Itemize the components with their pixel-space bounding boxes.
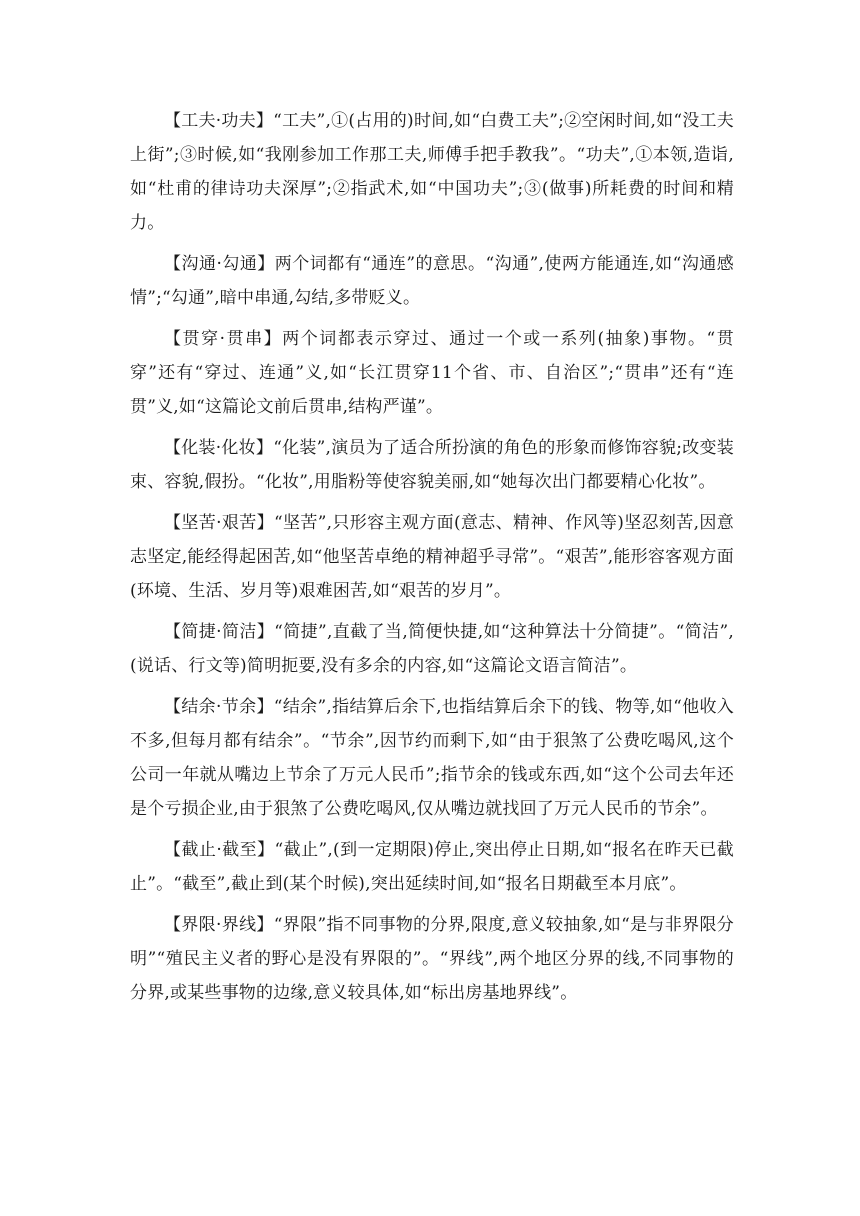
entry-huazhuang: 【化装·化妆】“化装”,演员为了适合所扮演的角色的形象而修饰容貌;改变装束、容貌,假扮。“化妆”,用脂粉等使容貌美丽,如“她每次出门都要精心化妆”。 — [130, 438, 734, 492]
entry-jieyu: 【结余·节余】“结余”,指结算后余下,也指结算后余下的钱、物等,如“他收入不多,但每月都有结余”。“节余”,因节约而剩下,如“由于狠煞了公费吃喝风,这个公司一年就从嘴边上节余了万元人民币”;指节余的钱或东西,如“这个公司去年还是个亏损企业,由于狠煞了公费吃喝风,仅从嘴边就找回了万元人民币的节余”。 — [130, 697, 734, 819]
entry-gongfu: 【工夫·功夫】“工夫”,①(占用的)时间,如“白费工夫”;②空闲时间,如“没工夫上街”;③时候,如“我刚参加工作那工夫,师傅手把手教我”。“功夫”,①本领,造诣,如“杜甫的律诗功夫深厚”;②指武术,如“中国功夫”;③(做事)所耗费的时间和精力。 — [130, 111, 734, 233]
entry-jianjie: 【简捷·简洁】“简捷”,直截了当,简便快捷,如“这种算法十分简捷”。“简洁”,(说话、行文等)简明扼要,没有多余的内容,如“这篇论文语言简洁”。 — [130, 622, 734, 676]
entry-jiexian: 【界限·界线】“界限”指不同事物的分界,限度,意义较抽象,如“是与非界限分明”“殖民主义者的野心是没有界限的”。“界线”,两个地区分界的线,不同事物的分界,或某些事物的边缘,意义较具体,如“标出房基地界线”。 — [130, 915, 734, 1003]
entry-jiezhi: 【截止·截至】“截止”,(到一定期限)停止,突出停止日期,如“报名在昨天已截止”。“截至”,截止到(某个时候),突出延续时间,如“报名日期截至本月底”。 — [130, 840, 734, 894]
entry-jianku: 【坚苦·艰苦】“坚苦”,只形容主观方面(意志、精神、作风等)坚忍刻苦,因意志坚定,能经得起困苦,如“他坚苦卓绝的精神超乎寻常”。“艰苦”,能形容客观方面(环境、生活、岁月等)艰难困苦,如“艰苦的岁月”。 — [130, 513, 734, 601]
entry-goutong: 【沟通·勾通】两个词都有“通连”的意思。“沟通”,使两方能通连,如“沟通感情”;“勾通”,暗中串通,勾结,多带贬义。 — [130, 254, 734, 308]
entry-guanchuan: 【贯穿·贯串】两个词都表示穿过、通过一个或一系列(抽象)事物。“贯穿”还有“穿过、连通”义,如“长江贯穿11个省、市、自治区”;“贯串”还有“连贯”义,如“这篇论文前后贯串,结构严谨”。 — [130, 329, 734, 417]
